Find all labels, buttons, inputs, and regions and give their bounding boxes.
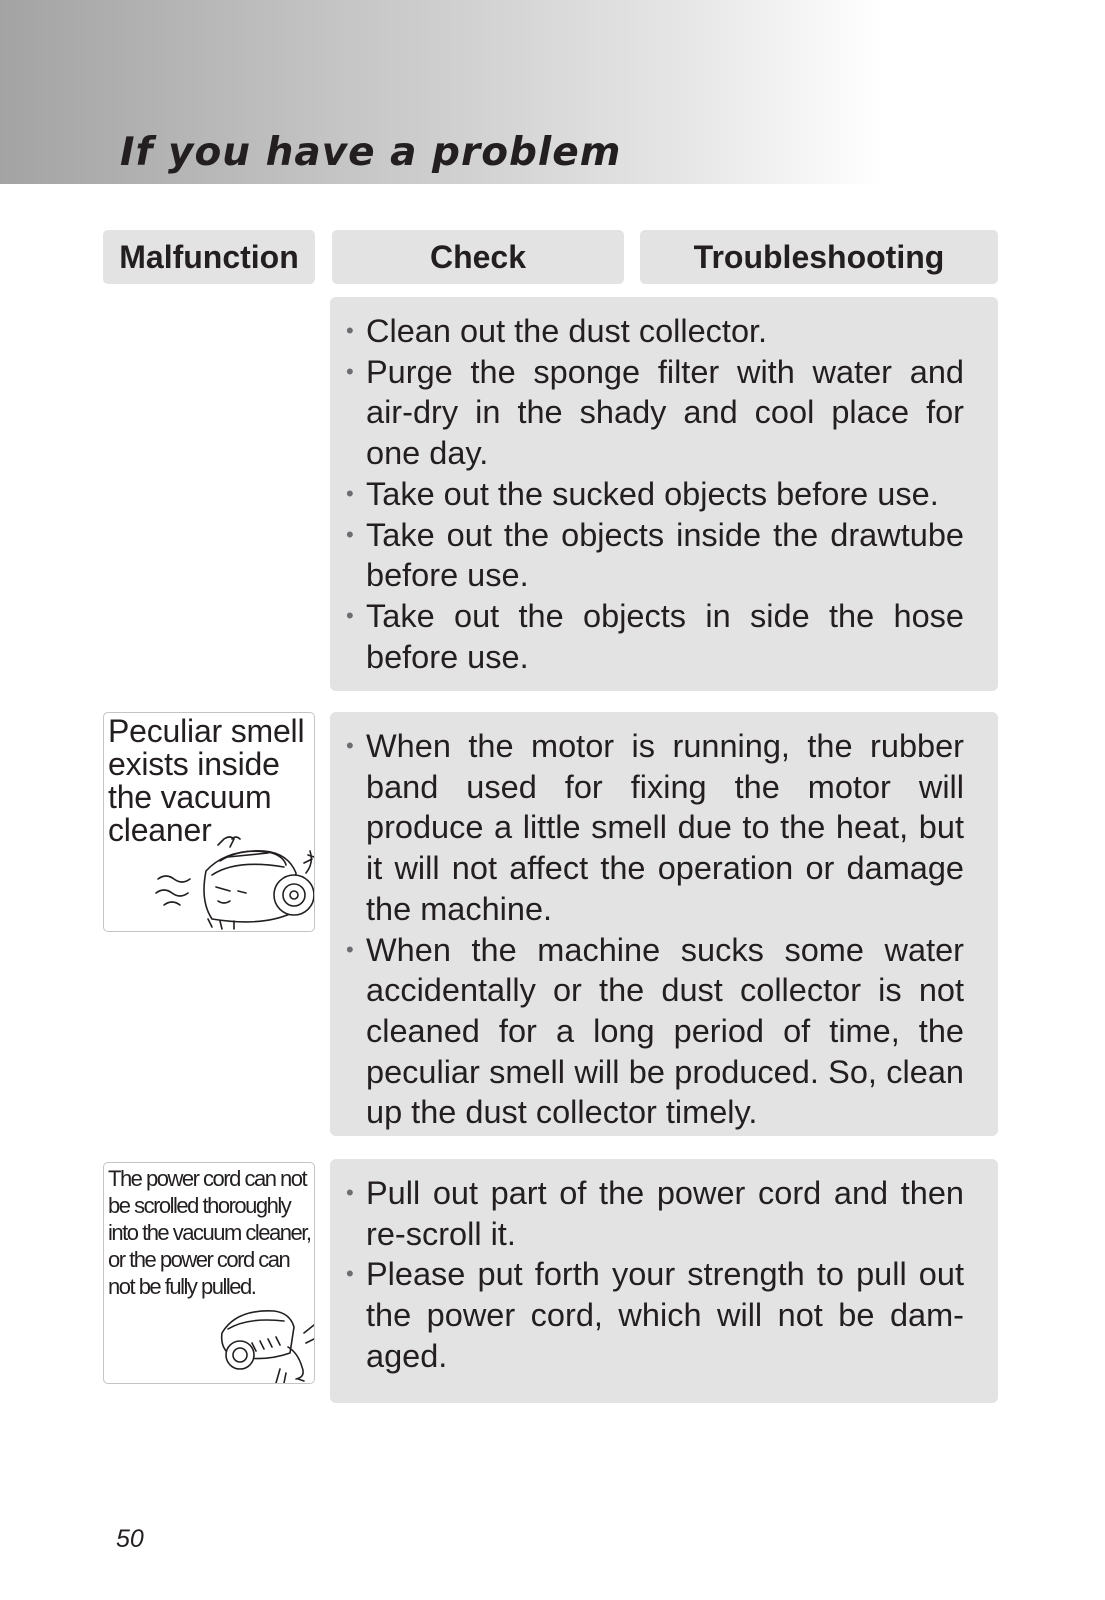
bullet-icon: • [346, 521, 354, 547]
malfunction-cell-smell [103, 712, 315, 932]
list-item: • Take out the objects in side the hose before use. [346, 597, 964, 675]
bullet-icon: • [346, 1180, 354, 1205]
bullet-icon: • [346, 318, 354, 343]
bullet-icon: • [346, 936, 354, 962]
list-item: • Take out the objects inside the drawtube before use. [346, 516, 964, 594]
malfunction-label: The power cord can not be scrolled thoroughly into the vacuum cleaner, or the power cord can not be fully pulled. [108, 1166, 311, 1299]
malfunction-label: Peculiar smell exists inside the vacuum cleaner [108, 713, 305, 848]
page-title: If you have a problem [120, 130, 622, 175]
troubleshooting-list [330, 712, 998, 1133]
list-item: • When the machine sucks some water accidentally or the dust collector is not cleaned for a long period of time, the peculiar smell will be produced. So, clean up the dust collector timely. [346, 931, 964, 1131]
troubleshooting-list [330, 297, 998, 677]
vacuum-cleaner-cord-icon [216, 1303, 315, 1384]
bullet-icon: • [346, 733, 354, 758]
column-header-check: Check [332, 230, 624, 284]
page-number: 50 [116, 1525, 144, 1553]
troubleshooting-list [330, 1159, 998, 1377]
bullet-icon: • [346, 358, 354, 384]
bullet-icon: • [346, 1261, 354, 1287]
troubleshooting-panel-dust [330, 297, 998, 691]
vacuum-cleaner-smell-icon [154, 831, 315, 931]
troubleshooting-panel-smell [330, 712, 998, 1136]
list-item: • Pull out part of the power cord and then re-scroll it. [346, 1175, 964, 1252]
list-item: • When the motor is running, the rubber band used for fixing the motor will produce a little smell due to the heat, but it will not affect the operation or damage the machine. [346, 728, 964, 927]
list-item: • Clean out the dust collector. [366, 311, 964, 352]
troubleshooting-panel-power-cord [330, 1159, 998, 1403]
bullet-icon: • [346, 480, 354, 506]
list-item: • Take out the sucked objects before use. [366, 474, 964, 515]
column-header-troubleshooting: Troubleshooting [640, 230, 998, 284]
list-item: • Purge the sponge filter with water and air-dry in the shady and cool place for one day. [346, 353, 964, 472]
bullet-icon: • [346, 602, 354, 628]
column-header-malfunction: Malfunction [103, 230, 315, 284]
malfunction-cell-power-cord [103, 1162, 315, 1384]
list-item: • Please put forth your strength to pull out the power cord, which will not be dam-aged. [346, 1256, 964, 1374]
